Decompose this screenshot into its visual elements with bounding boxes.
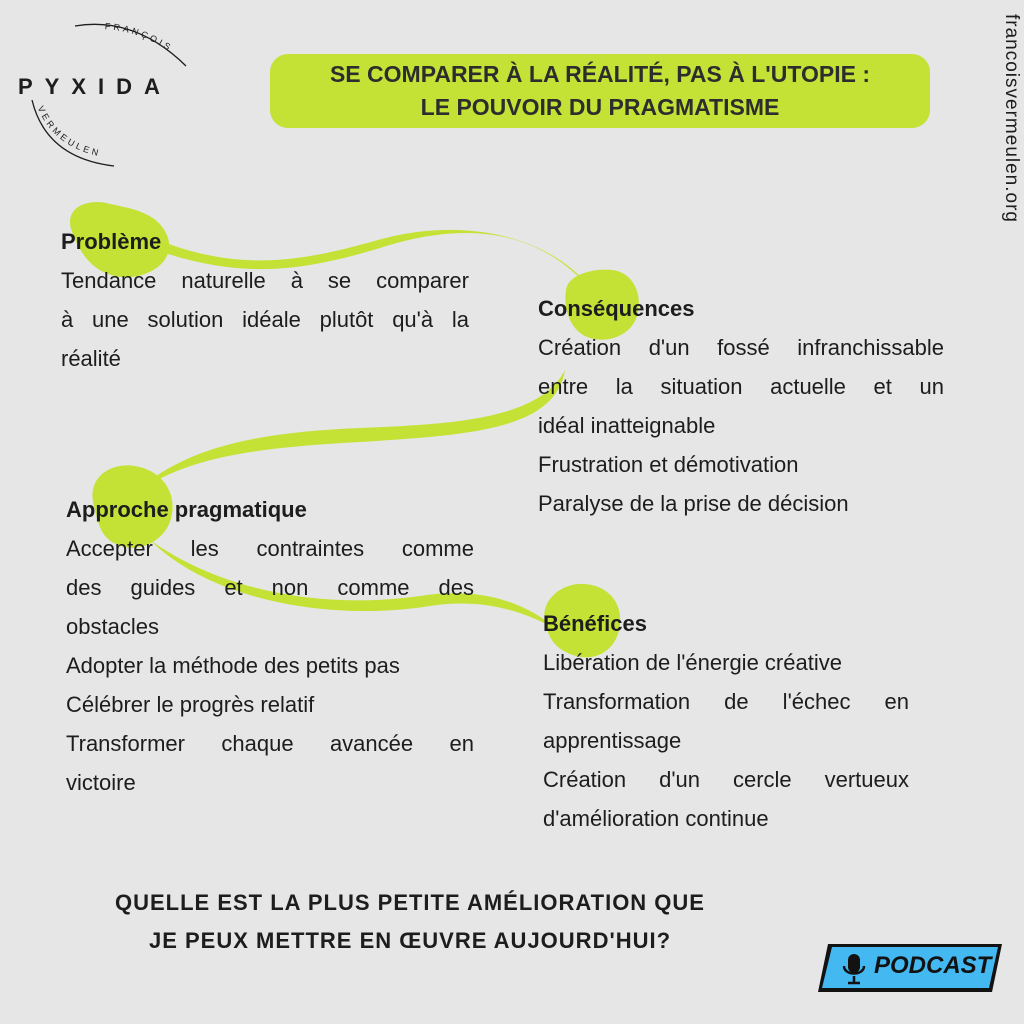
- section-line: entre la situation actuelle et un: [538, 374, 944, 399]
- section-line: réalité: [61, 346, 121, 371]
- section-line: Création d'un cercle vertueux: [543, 767, 909, 792]
- microphone-icon: [840, 952, 868, 986]
- section-line: des guides et non comme des: [66, 575, 474, 600]
- section-benefices: [543, 604, 909, 838]
- logo-bottom-text: VERMEULEN: [35, 104, 103, 159]
- section-heading: Approche pragmatique: [66, 497, 307, 522]
- section-line: Célébrer le progrès relatif: [66, 692, 315, 717]
- website-url: francoisvermeulen.org: [1001, 14, 1022, 223]
- section-consequences: [538, 289, 944, 523]
- logo-top-text: FRANÇOIS: [104, 21, 175, 54]
- question-line-1: QUELLE EST LA PLUS PETITE AMÉLIORATION QUE: [115, 890, 705, 915]
- section-line: apprentissage: [543, 728, 682, 753]
- podcast-label: PODCAST: [874, 952, 992, 979]
- section-line: obstacles: [66, 614, 159, 639]
- section-line: à une solution idéale plutôt qu'à la: [61, 307, 469, 332]
- section-line: Création d'un fossé infranchissable: [538, 335, 944, 360]
- closing-question: [110, 884, 710, 960]
- section-heading: Problème: [61, 229, 162, 254]
- section-probleme: [61, 222, 469, 378]
- section-line: idéal inatteignable: [538, 413, 716, 438]
- podcast-badge[interactable]: [818, 944, 1002, 992]
- section-line: Transformer chaque avancée en: [66, 731, 474, 756]
- section-line: Transformation de l'échec en: [543, 689, 909, 714]
- section-approche: [66, 490, 474, 802]
- section-line: Libération de l'énergie créative: [543, 650, 842, 675]
- section-line: Adopter la méthode des petits pas: [66, 653, 400, 678]
- section-heading: Bénéfices: [543, 611, 647, 636]
- svg-text:FRANÇOIS: [105, 21, 175, 53]
- section-heading: Conséquences: [538, 296, 695, 321]
- question-line-2: JE PEUX METTRE EN ŒUVRE AUJOURD'HUI?: [148, 928, 672, 953]
- ribbon-2: [130, 370, 565, 498]
- section-line: d'amélioration continue: [543, 806, 769, 831]
- section-line: Frustration et démotivation: [538, 452, 799, 477]
- section-line: victoire: [66, 770, 136, 795]
- pyxida-logo: [10, 10, 190, 170]
- logo-word: PYXIDA: [18, 74, 172, 99]
- section-line: Paralyse de la prise de décision: [538, 491, 849, 516]
- title-line-1: SE COMPARER À LA RÉALITÉ, PAS À L'UTOPIE :: [329, 61, 871, 87]
- title-line-2: LE POUVOIR DU PRAGMATISME: [420, 94, 780, 120]
- section-line: Tendance naturelle à se comparer: [61, 268, 469, 293]
- section-line: Accepter les contraintes comme: [66, 536, 474, 561]
- page-title: [270, 54, 930, 128]
